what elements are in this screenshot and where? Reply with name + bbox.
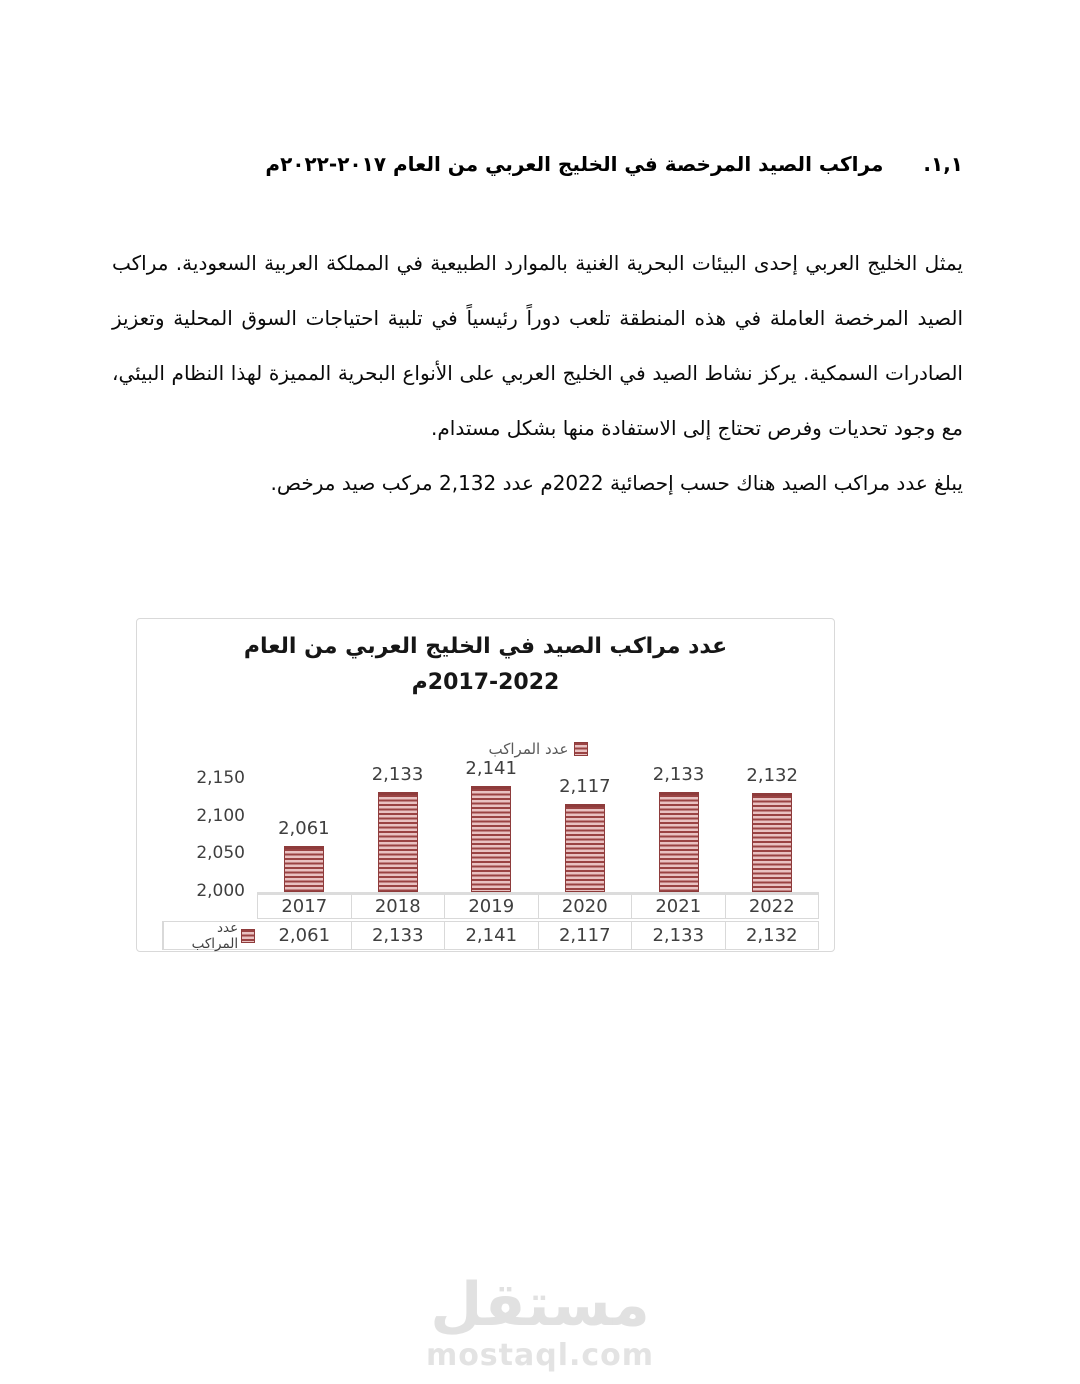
bar-2019 xyxy=(471,786,511,892)
bar-column-2022 xyxy=(725,764,819,892)
bar-2018 xyxy=(378,792,418,892)
bar-column-2021 xyxy=(632,763,726,892)
table-row-header xyxy=(163,919,258,952)
y-axis-tick-label: 2,100 xyxy=(196,805,245,826)
chart-title-line1: عدد مراكب الصيد في الخليج العربي من العام xyxy=(243,634,728,659)
heading-title: مراكب الصيد المرخصة في الخليج العربي من العام ٢٠١٧-٢٠٢٢م xyxy=(265,152,884,176)
year-cell: 2019 xyxy=(444,895,538,918)
table-legend-marker-icon xyxy=(241,929,255,943)
y-axis-tick-label: 2,050 xyxy=(196,843,245,864)
value-cell: 2,117 xyxy=(538,922,632,949)
chart-title-line2: 2017-2022م xyxy=(411,670,560,695)
bar-2017 xyxy=(284,846,324,892)
watermark-logo: مستقل xyxy=(430,1270,650,1340)
bar-column-2017 xyxy=(257,779,351,892)
bar-column-2018 xyxy=(351,763,445,892)
bar-value-label: 2,133 xyxy=(371,763,424,785)
bar-value-label: 2,061 xyxy=(278,818,330,840)
bar-value-label: 2,117 xyxy=(559,775,611,797)
bar-value-label: 2,141 xyxy=(465,757,517,779)
value-cell: 2,061 xyxy=(278,925,331,946)
watermark xyxy=(0,1272,1080,1373)
y-axis-tick-label: 2,000 xyxy=(196,881,245,901)
bar-value-label: 2,132 xyxy=(746,764,798,786)
chart-legend xyxy=(257,740,819,758)
value-cell: 2,141 xyxy=(444,922,538,949)
year-cell: 2017 xyxy=(281,896,328,917)
legend-label: عدد المراكب xyxy=(488,740,569,758)
bar-2020 xyxy=(565,804,605,892)
boats-bar-chart xyxy=(136,618,835,952)
y-axis xyxy=(157,619,245,919)
table-row-header-label: عدد المراكب xyxy=(191,919,239,952)
bar-value-label: 2,133 xyxy=(652,763,705,785)
year-cell: 2020 xyxy=(538,895,632,918)
year-cell: 2021 xyxy=(631,895,725,918)
data-table-row xyxy=(162,921,819,950)
section-heading xyxy=(112,152,963,176)
plot-area xyxy=(257,757,819,892)
intro-paragraph: يمثل الخليج العربي إحدى البيئات البحرية الغنية بالموارد الطبيعية في المملكة العربية السعودية. مراكب الصيد المرخصة العاملة في هذه المنطقة تلعب دوراً رئيسياً في تلبية احتياجات السوق المحلية وتعزيز الصادرات السمكية. يركز نشاط الصيد في الخليج العربي على الأنواع البحرية المميزة لهذا النظام البيئي، مع وجود تحديات وفرص تحتاج إلى الاستفادة منها بشكل مستدام. xyxy=(112,251,963,440)
bar-2021 xyxy=(659,792,699,892)
x-axis-year-row xyxy=(257,892,819,919)
watermark-domain: mostaql.com xyxy=(425,1338,655,1373)
y-axis-tick-label: 2,150 xyxy=(196,768,245,788)
year-cell: 2022 xyxy=(725,895,819,918)
value-cell: 2,133 xyxy=(351,922,445,949)
bar-2022 xyxy=(752,793,792,892)
value-cell: 2,132 xyxy=(725,922,819,949)
value-cell: 2,133 xyxy=(631,922,725,949)
heading-number: ١,١. xyxy=(923,152,963,176)
stats-paragraph: يبلغ عدد مراكب الصيد هناك حسب إحصائية 2022م عدد 2,132 مركب صيد مرخص. xyxy=(270,471,963,495)
body-text xyxy=(112,236,963,511)
bar-column-2019 xyxy=(444,757,538,892)
legend-marker-icon xyxy=(574,742,588,756)
year-cell: 2018 xyxy=(351,895,445,918)
bar-column-2020 xyxy=(538,775,632,892)
